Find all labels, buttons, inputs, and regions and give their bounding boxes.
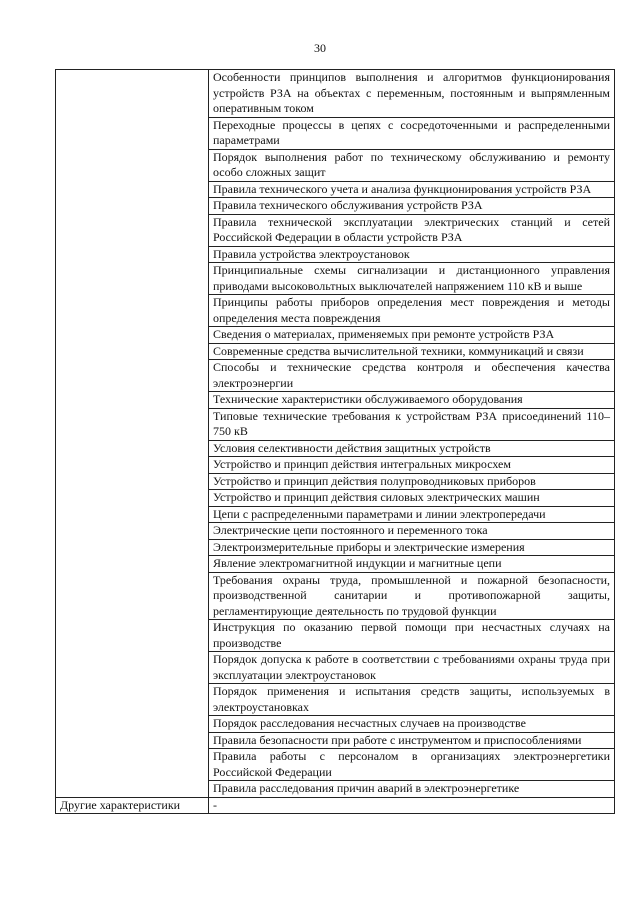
knowledge-item: Порядок допуска к работе в соответствии с требованиями охраны труда при эксплуатации электроустановок: [209, 652, 615, 684]
other-characteristics-row: [56, 797, 615, 814]
requirements-table: [55, 69, 615, 814]
knowledge-item: Цепи с распределенными параметрами и линии электропередачи: [209, 506, 615, 523]
knowledge-item: Особенности принципов выполнения и алгоритмов функционирования устройств РЗА на объектах с переменным, постоянным и выпрямленным оперативным током: [209, 70, 615, 118]
knowledge-item: Правила технической эксплуатации электрических станций и сетей Российской Федерации в области устройств РЗА: [209, 214, 615, 246]
knowledge-item: Устройство и принцип действия интегральных микросхем: [209, 457, 615, 474]
knowledge-item: Принципы работы приборов определения мест повреждения и методы определения места повреждения: [209, 295, 615, 327]
knowledge-item: Устройство и принцип действия полупроводниковых приборов: [209, 473, 615, 490]
knowledge-item: Требования охраны труда, промышленной и пожарной безопасности, производственной санитарии и противопожарной защиты, регламентирующие деятельность по трудовой функции: [209, 572, 615, 620]
knowledge-item: Переходные процессы в цепях с сосредоточенными и распределенными параметрами: [209, 117, 615, 149]
other-characteristics-value: -: [209, 797, 615, 814]
knowledge-item: Электрические цепи постоянного и переменного тока: [209, 523, 615, 540]
knowledge-item: Способы и технические средства контроля и обеспечения качества электроэнергии: [209, 360, 615, 392]
knowledge-item: Правила безопасности при работе с инструментом и приспособлениями: [209, 732, 615, 749]
knowledge-item: Правила технического учета и анализа функционирования устройств РЗА: [209, 181, 615, 198]
knowledge-item: Принципиальные схемы сигнализации и дистанционного управления приводами высоковольтных выключателей напряжением 110 кВ и выше: [209, 263, 615, 295]
requirements-table-body: [56, 70, 615, 814]
knowledge-item: Сведения о материалах, применяемых при ремонте устройств РЗА: [209, 327, 615, 344]
knowledge-item: Порядок применения и испытания средств защиты, используемых в электроустановках: [209, 684, 615, 716]
knowledge-item: Инструкция по оказанию первой помощи при несчастных случаях на производстве: [209, 620, 615, 652]
knowledge-item: Правила технического обслуживания устройств РЗА: [209, 198, 615, 215]
knowledge-item: Правила устройства электроустановок: [209, 246, 615, 263]
knowledge-item: Технические характеристики обслуживаемого оборудования: [209, 392, 615, 409]
knowledge-item: Условия селективности действия защитных устройств: [209, 440, 615, 457]
knowledge-item: Устройство и принцип действия силовых электрических машин: [209, 490, 615, 507]
knowledge-item: Правила работы с персоналом в организациях электроэнергетики Российской Федерации: [209, 749, 615, 781]
knowledge-item: Типовые технические требования к устройствам РЗА присоединений 110–750 кВ: [209, 408, 615, 440]
knowledge-item: Явление электромагнитной индукции и магнитные цепи: [209, 556, 615, 573]
knowledge-item: Правила расследования причин аварий в электроэнергетике: [209, 781, 615, 798]
knowledge-item: Порядок расследования несчастных случаев на производстве: [209, 716, 615, 733]
knowledge-item: Электроизмерительные приборы и электрические измерения: [209, 539, 615, 556]
page-number: 30: [314, 41, 326, 55]
other-characteristics-label: Другие характеристики: [56, 797, 209, 814]
necessary-knowledge-label-cell: [56, 70, 209, 798]
knowledge-item: Порядок выполнения работ по техническому обслуживанию и ремонту особо сложных защит: [209, 149, 615, 181]
knowledge-item: Современные средства вычислительной техники, коммуникаций и связи: [209, 343, 615, 360]
knowledge-row: [56, 70, 615, 118]
